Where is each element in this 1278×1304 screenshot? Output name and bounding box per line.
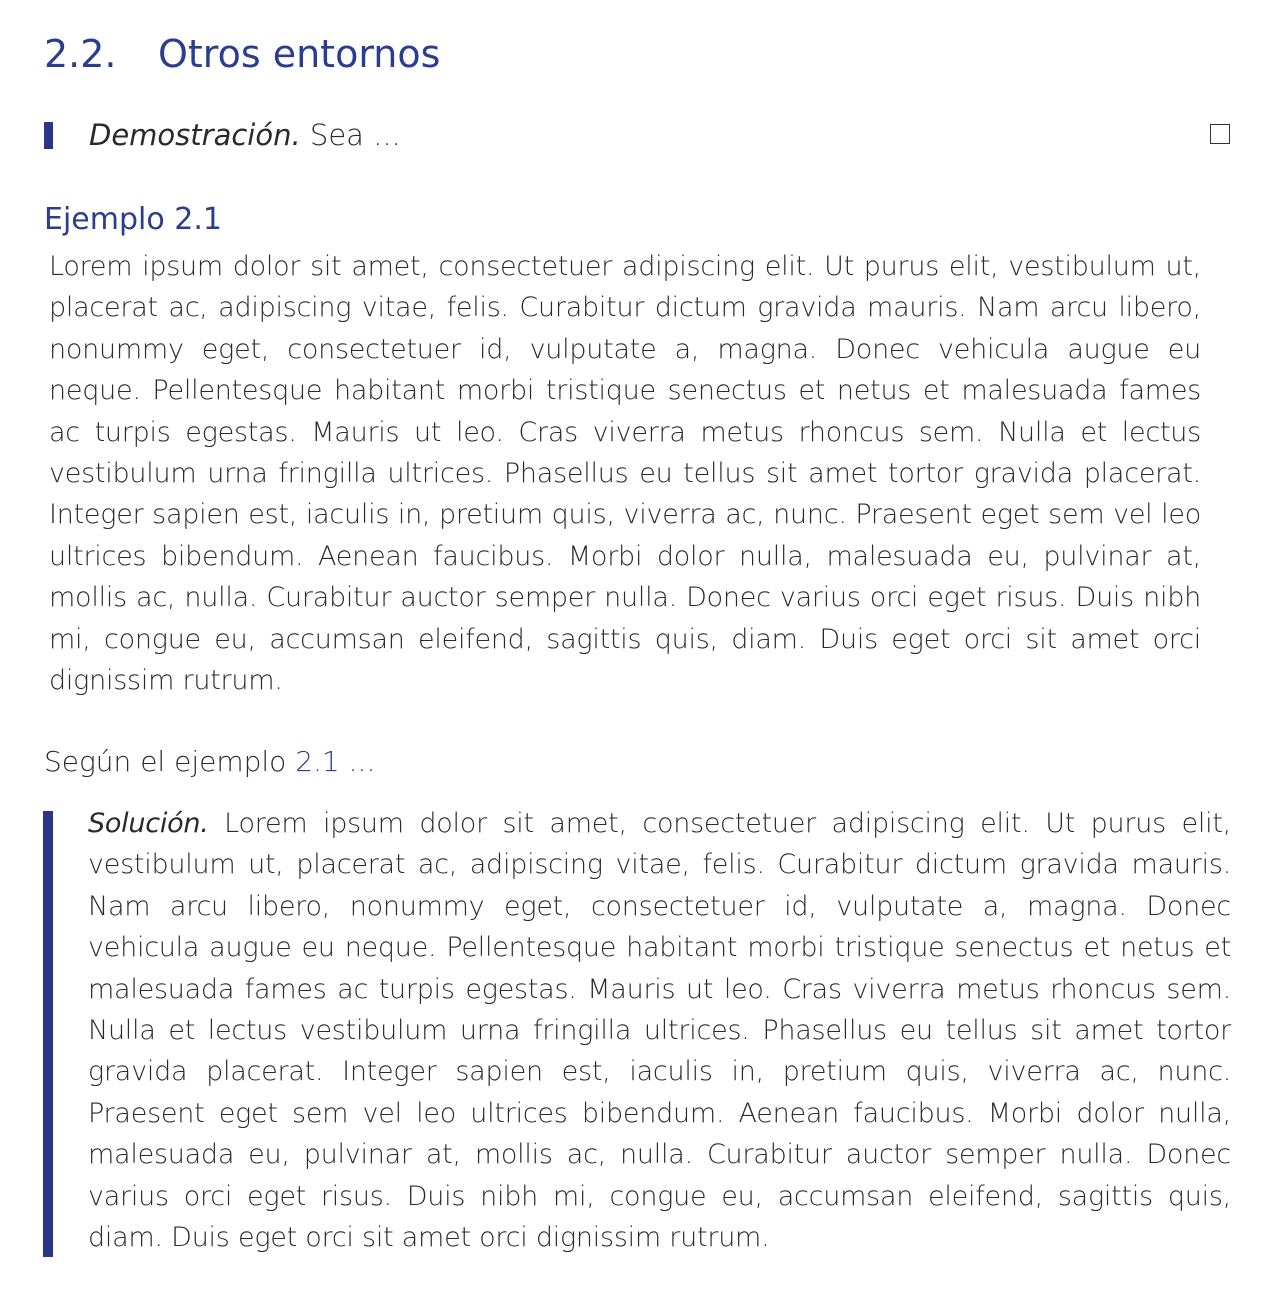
example-cross-reference-link[interactable]: 2.1 (295, 745, 340, 778)
solution-label: Solución. (88, 808, 209, 839)
section-title: Otros entornos (158, 32, 441, 76)
section-heading (44, 28, 440, 80)
proof-marker-bar (44, 122, 53, 149)
reference-prefix: Según el ejemplo (44, 745, 287, 778)
proof-text: Sea ... (309, 118, 401, 152)
qed-square-icon (1210, 124, 1230, 144)
proof-block (44, 112, 1234, 158)
solution-text: Lorem ipsum dolor sit amet, consectetuer adipiscing elit. Ut purus elit, vestibulum ut, placerat ac, adipiscing vitae, felis. Curabitur dictum gravida mauris. Nam arcu libero, nonummy eget, consectetuer id, vulputate a, magna. Donec vehicula augue eu neque. Pellentesque habitant morbi tristique senectus et netus et malesuada fames ac turpis egestas. Mauris ut leo. Cras viverra metus rhoncus sem. Nulla et lectus vestibulum urna fringilla ultrices. Phasellus eu tellus sit amet tortor gravida placerat. Integer sapien est, iaculis in, pretium quis, viverra ac, nunc. Praesent eget sem vel leo ultrices bibendum. Aenean faucibus. Morbi dolor nulla, malesuada eu, pulvinar at, mollis ac, nulla. Curabitur auctor semper nulla. Donec varius orci eget risus. Duis nibh mi, congue eu, accumsan eleifend, sagittis quis, diam. Duis eget orci sit amet orci dignissim rutrum. (88, 808, 1231, 1254)
reference-suffix: ... (348, 745, 376, 778)
example-reference-line (44, 740, 375, 784)
section-number: 2.2. (44, 32, 117, 76)
proof-text-line (89, 112, 401, 158)
example-heading: Ejemplo 2.1 (44, 202, 222, 237)
example-body-paragraph: Lorem ipsum dolor sit amet, consectetuer adipiscing elit. Ut purus elit, vestibulum ut, placerat ac, adipiscing vitae, felis. Curabitur dictum gravida mauris. Nam arcu libero, nonummy eget, consectetuer id, vulputate a, magna. Donec vehicula augue eu neque. Pellentesque habitant morbi tristique senectus et netus et malesuada fames ac turpis egestas. Mauris ut leo. Cras viverra metus rhoncus sem. Nulla et lectus vestibulum urna fringilla ultrices. Phasellus eu tellus sit amet tortor gravida placerat. Integer sapien est, iaculis in, pretium quis, viverra ac, nunc. Praesent eget sem vel leo ultrices bibendum. Aenean faucibus. Morbi dolor nulla, malesuada eu, pulvinar at, mollis ac, nulla. Curabitur auctor semper nulla. Donec varius orci eget risus. Duis nibh mi, congue eu, accumsan eleifend, sagittis quis, diam. Duis eget orci sit amet orci dignissim rutrum. (49, 251, 1201, 697)
proof-label: Demostración. (89, 118, 301, 152)
solution-marker-bar (43, 811, 53, 1257)
solution-body-paragraph (88, 803, 1231, 1258)
